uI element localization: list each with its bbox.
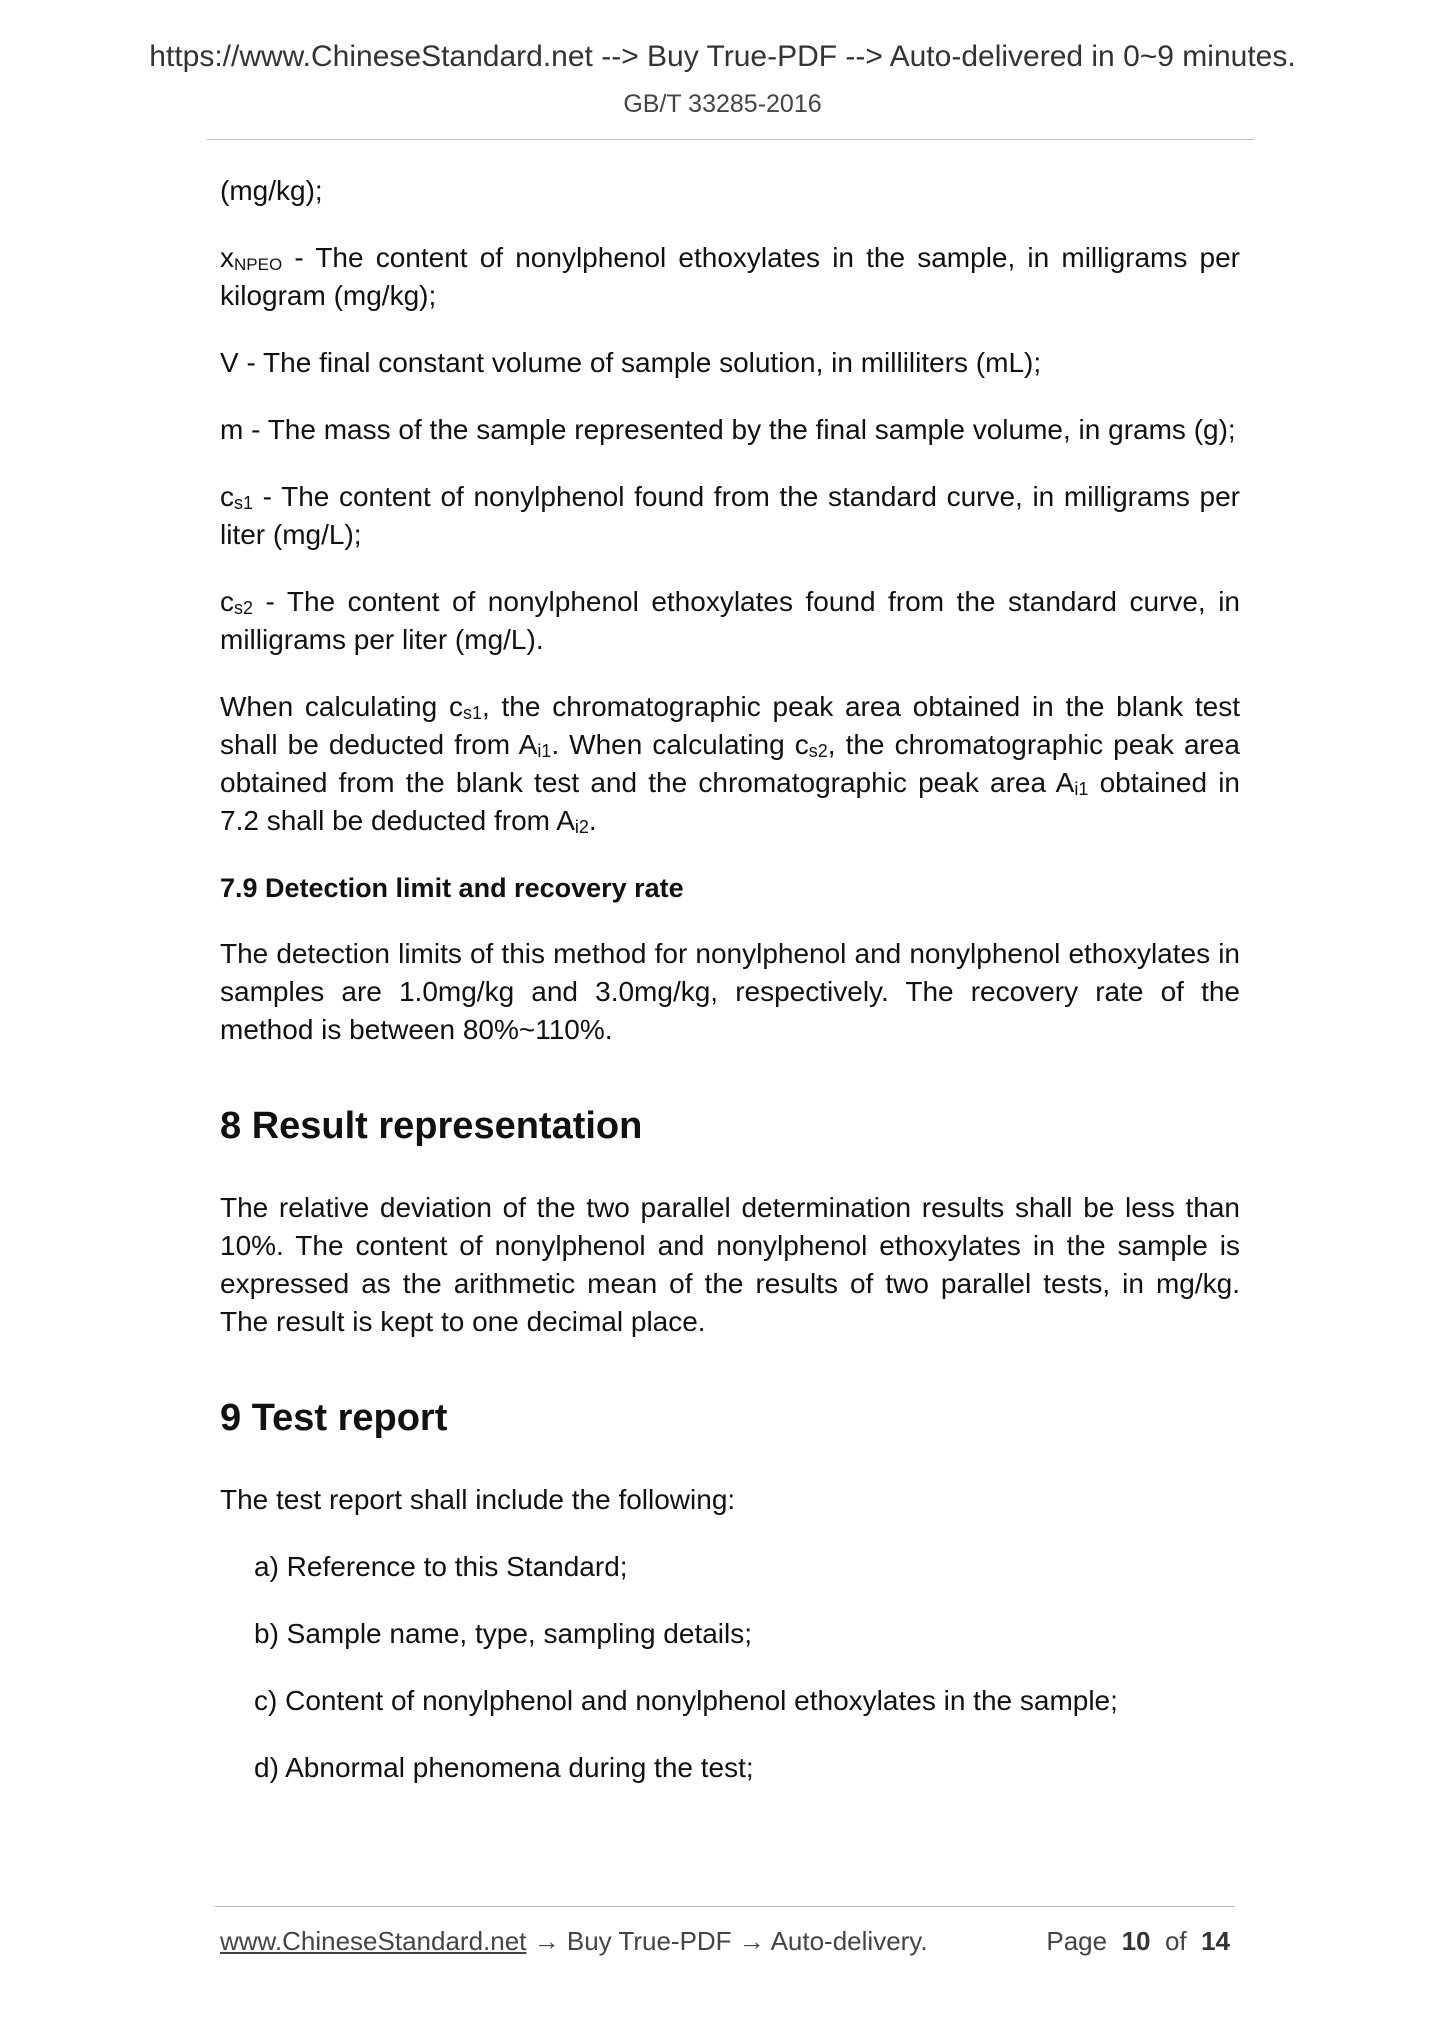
footer-divider (215, 1906, 1235, 1907)
list-item: b) Sample name, type, sampling details; (254, 1618, 753, 1649)
definition-text: - The content of nonylphenol ethoxylates found from the standard curve, in milligrams per liter (mg/L). (220, 586, 1240, 655)
symbol: c (220, 586, 234, 617)
text: , the chromatographic peak area obtained in the blank test shall be deducted from A (220, 691, 1240, 760)
definition-text: - The content of nonylphenol ethoxylates in the sample, in milligrams per kilogram (mg/kg); (220, 242, 1240, 311)
text: , the chromatographic peak area obtained from the blank test and the chromatographic peak area A (220, 729, 1240, 798)
text: obtained in 7.2 shall be deducted from A (220, 767, 1240, 836)
section-9-heading: 9 Test report (220, 1397, 448, 1439)
footer-site-link[interactable]: www.ChineseStandard.net (220, 1926, 527, 1956)
header-divider (207, 139, 1254, 140)
definition-cs2 (220, 583, 1240, 659)
symbol-subscript: s1 (234, 493, 254, 513)
page-number: 10 (1121, 1926, 1151, 1956)
page-total: 14 (1201, 1926, 1230, 1956)
paragraph-unit-fragment: (mg/kg); (220, 175, 323, 206)
section-7-9-text: The detection limits of this method for nonylphenol and nonylphenol ethoxylates in samples are 1.0mg/kg and 3.0mg/kg, respectively. The recovery rate of the method is between 80%~110%. (220, 938, 1240, 1045)
definition-cs1 (220, 478, 1240, 554)
document-body (220, 172, 1240, 1816)
top-banner[interactable]: https://www.ChineseStandard.net --> Buy True-PDF --> Auto-delivered in 0~9 minutes. (149, 40, 1296, 73)
footer (220, 1926, 1230, 1957)
page-label: Page (1046, 1926, 1108, 1956)
text: When calculating c (220, 691, 463, 722)
definition-m: m - The mass of the sample represented by the final sample volume, in grams (g); (220, 414, 1236, 445)
list-item: a) Reference to this Standard; (254, 1551, 628, 1582)
symbol-subscript: NPEO (234, 255, 283, 274)
subscript: i1 (1074, 779, 1089, 799)
definition-v: V - The final constant volume of sample solution, in milliliters (mL); (220, 347, 1042, 378)
section-7-9-heading: 7.9 Detection limit and recovery rate (220, 873, 684, 903)
page-indicator (1046, 1926, 1230, 1957)
section-8-text: The relative deviation of the two parallel determination results shall be less than 10%. The content of nonylphenol and nonylphenol ethoxylates in the sample is expressed as the arithmetic mean of the results of two parallel tests, in mg/kg. The result is kept to one decimal place. (220, 1192, 1240, 1337)
text: . (588, 805, 597, 836)
list-item: d) Abnormal phenomena during the test; (254, 1752, 754, 1783)
subscript: s2 (808, 741, 828, 761)
list-item: c) Content of nonylphenol and nonylphenol ethoxylates in the sample; (254, 1685, 1118, 1716)
subscript: s1 (462, 703, 482, 723)
document-code: GB/T 33285-2016 (623, 90, 822, 118)
definition-text: - The content of nonylphenol found from the standard curve, in milligrams per liter (mg/L); (220, 481, 1240, 550)
symbol: x (220, 242, 234, 273)
of-label: of (1164, 1926, 1187, 1956)
definition-xnpeo (220, 239, 1240, 315)
text: . When calculating c (551, 729, 809, 760)
subscript: i1 (537, 741, 552, 761)
footer-text: → Buy True-PDF → Auto-delivery. (526, 1926, 928, 1956)
symbol: c (220, 481, 234, 512)
section-8-heading: 8 Result representation (220, 1105, 643, 1147)
calculation-note (220, 688, 1240, 840)
symbol-subscript: s2 (234, 598, 254, 618)
subscript: i2 (574, 817, 589, 837)
section-9-intro: The test report shall include the following: (220, 1484, 736, 1515)
